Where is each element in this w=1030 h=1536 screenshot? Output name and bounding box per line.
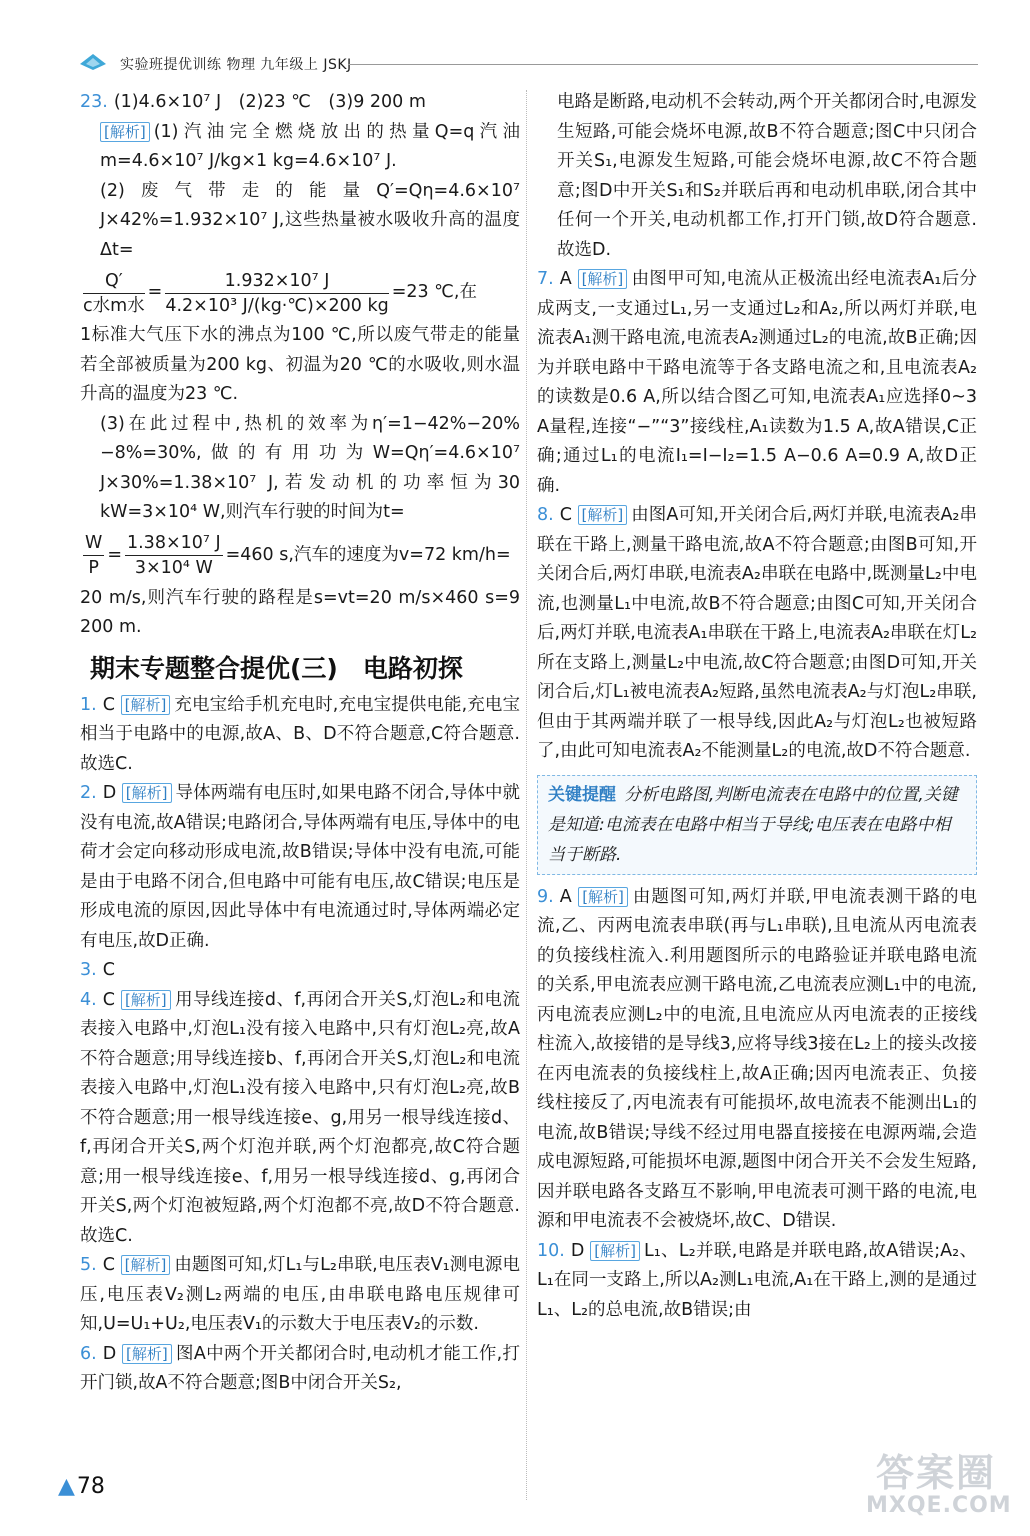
q10-text: L₁、L₂并联,电路是并联电路,故A错误;A₂、L₁在同一支路上,所以A₂测L₁电流,A₁在干路上,测的是通过L₁、L₂的总电流,故B错误;由 xyxy=(537,1240,977,1320)
q1-answer: C xyxy=(102,694,115,715)
q23-part1 xyxy=(80,118,520,177)
q23-equation-1: $\frac{Q'}{\text{c水m水}}$ = $\frac{\text{1.932×10⁷ J}}{\text{4.2×10³ J/(kg·℃)×200 kg}}$ =23 ℃,在 xyxy=(83,270,477,316)
q10-number: 10. xyxy=(537,1240,565,1261)
watermark-line1: 答案圈 xyxy=(875,1451,996,1495)
q3-answer: C xyxy=(102,960,115,980)
q5-text: 由题图可知,灯L₁与L₂串联,电压表V₁测电源电压,电压表V₂测L₂两端的电压,由串联电路电压规律可知,U=U₁+U₂,电压表V₁的示数大于电压表V₂的示数. xyxy=(80,1255,520,1334)
q1-text: 充电宝给手机充电时,充电宝提供电能,充电宝相当于电路中的电源,故A、B、D不符合题意,C符合题意.故选C. xyxy=(80,694,520,774)
fraction-q-prime xyxy=(83,269,145,318)
q9-answer: A xyxy=(559,886,572,907)
q7-number: 7. xyxy=(537,269,554,289)
q23-equation-2 xyxy=(80,528,520,584)
fraction-denominator: c水m水 xyxy=(83,295,145,316)
fraction-w-over-p xyxy=(83,531,104,580)
watermark xyxy=(866,1451,1012,1518)
page-header xyxy=(78,46,978,78)
q10-analysis-tag: [解析] xyxy=(590,1241,640,1261)
watermark-line2: MXQE.COM xyxy=(866,1493,1012,1518)
q4-number: 4. xyxy=(80,989,97,1010)
fraction-denominator: 4.2×10³ J/(kg·℃)×200 kg xyxy=(165,295,389,316)
q3-number: 3. xyxy=(80,960,97,980)
q2-number: 2. xyxy=(80,783,97,803)
q2-item xyxy=(80,779,520,956)
q23-part3-cont: 20 m/s,则汽车行驶的路程是s=vt=20 m/s×460 s=9 200 m. xyxy=(80,587,520,637)
q9-analysis-tag: [解析] xyxy=(578,887,628,907)
q6-continuation: 电路是断路,电动机不会转动,两个开关都闭合时,电源发生短路,可能会烧坏电源,故B不符合题意;图C中只闭合开关S₁,电源发生短路,可能会烧坏电源,故C不符合题意;图D中开关S₁和S₂并联后再和电动机串联,闭合其中任何一个开关,电动机都工作,打开门锁,故D符合题意.故选D. xyxy=(557,92,977,260)
q23-number: 23. xyxy=(80,92,108,112)
q9-text: 由题图可知,两灯并联,甲电流表测干路的电流,乙、丙两电流表串联(再与L₁串联),且电流从丙电流表的负接线柱流入.利用题图所示的电路验证并联电路电流的关系,甲电流表应测干路电流,乙电流表应测L₁中的电流,丙电流表应测L₂中的电流,且电流应从丙电流表的正接线柱流入,故接错的是导线3,应将导线3接在L₂上的接头改接在丙电流表的负接线柱上,故A正确;因丙电流表正、负接线柱接反了,丙电流表有可能损坏,故电流表不能测出L₁的电流,故B错误;导线不经过用电器直接接在电源两端,会造成电源短路,可能损坏电源,题图中闭合开关不会发生短路,因并联电路各支路互不影响,甲电流表可测干路的电流,电源和甲电流表不会被烧坏,故C、D错误. xyxy=(537,886,977,1231)
q9-number: 9. xyxy=(537,886,554,907)
header-rule xyxy=(348,64,978,65)
q5-item xyxy=(80,1251,520,1340)
header-logo-icon xyxy=(78,52,108,76)
q23-answer-line xyxy=(80,88,520,118)
q23-analysis-tag: [解析] xyxy=(100,122,150,142)
equals-sign: = xyxy=(107,544,122,565)
key-tip-label: 关键提醒 xyxy=(548,784,616,805)
q4-answer: C xyxy=(102,989,115,1010)
q6-number: 6. xyxy=(80,1343,97,1364)
q2-analysis-tag: [解析] xyxy=(122,783,172,803)
header-title: 实验班提优训练 物理 九年级上 JSKJ xyxy=(120,57,352,73)
page-number xyxy=(58,1474,105,1499)
q4-text: 用导线连接d、f,再闭合开关S,灯泡L₂和电流表接入电路中,灯泡L₁没有接入电路中,只有灯泡L₂亮,故A不符合题意;用导线连接b、f,再闭合开关S,灯泡L₂和电流表接入电路中,灯泡L₁没有接入电路中,只有灯泡L₂亮,故B不符合题意;用一根导线连接e、g,用另一根导线连接d、f,再闭合开关S,两个灯泡并联,两个灯泡都亮,故C符合题意;用一根导线连接e、f,用另一根导线连接d、g,再闭合开关S,两个灯泡被短路,两个灯泡都不亮,故D不符合题意.故选C. xyxy=(80,989,520,1246)
q8-answer: C xyxy=(559,505,572,525)
q5-number: 5. xyxy=(80,1255,97,1275)
q1-number: 1. xyxy=(80,694,97,715)
fraction-numerator: 1.38×10⁷ J xyxy=(125,531,223,556)
q8-number: 8. xyxy=(537,505,554,525)
q7-analysis-tag: [解析] xyxy=(578,269,628,289)
q23-part2: (2)废气带走的能量Q′=Qη=4.6×10⁷ J×42%=1.932×10⁷ J,这些热量被水吸收升高的温度Δt= xyxy=(100,180,520,260)
equation-tail: =23 ℃,在 xyxy=(391,282,477,303)
q2-answer: D xyxy=(102,783,117,803)
key-tip-box xyxy=(537,775,977,875)
q8-item xyxy=(537,501,977,767)
q9-item xyxy=(537,883,977,1237)
equation-tail: =460 s,汽车的速度为v=72 km/h= xyxy=(225,544,511,565)
q3-item xyxy=(80,956,520,986)
left-column xyxy=(80,88,520,1399)
q6-analysis-tag: [解析] xyxy=(122,1344,172,1364)
q4-item xyxy=(80,986,520,1252)
q23-part2-cont: 1标准大气压下水的沸点为100 ℃,所以废气带走的能量若全部被质量为200 kg、初温为20 ℃的水吸收,则水温升高的温度为23 ℃. xyxy=(80,325,520,404)
fraction-temperature xyxy=(165,269,388,318)
q8-text: 由图A可知,开关闭合后,两灯并联,电流表A₂串联在干路上,测量干路电流,故A不符合题意;由图B可知,开关闭合后,两灯串联,电流表A₂串联在电路中,既测量L₂中电流,也测量L₁中电流,故B不符合题意;由图C可知,开关闭合后,两灯并联,电流表A₁串联在干路上,电流表A₂串联在灯L₂所在支路上,测量L₂中电流,故C符合题意;由图D可知,开关闭合后,灯L₁被电流表A₂短路,虽然电流表A₂与灯泡L₂串联,但由于其两端并联了一根导线,因此A₂与灯泡L₂也被短路了,由此可知电流表A₂不能测量L₂的电流,故D不符合题意. xyxy=(537,505,977,761)
q6-text: 图A中两个开关都闭合时,电动机才能工作,打开门锁,故A不符合题意;图B中闭合开关S₂, xyxy=(80,1343,520,1393)
fraction-denominator: 3×10⁴ W xyxy=(134,558,213,578)
column-separator xyxy=(526,90,527,1500)
section-title: 期末专题整合提优(三) 电路初探 xyxy=(90,653,463,683)
q23-part3: (3)在此过程中,热机的效率为η′=1−42%−20%−8%=30%,做的有用功为W=Qη′=4.6×10⁷ J×30%=1.38×10⁷ J,若发动机的功率恒为30 kW=3×10⁴ W,则汽车行驶的时间为t= xyxy=(100,413,520,522)
right-column xyxy=(537,88,977,1325)
fraction-numerator: Q′ xyxy=(83,269,145,294)
fraction-denominator: P xyxy=(88,558,99,578)
q8-analysis-tag: [解析] xyxy=(578,505,628,525)
fraction-numerator: 1.932×10⁷ J xyxy=(165,269,388,294)
q7-text: 由图甲可知,电流从正极流出经电流表A₁后分成两支,一支通过L₁,另一支通过L₂和A₂,所以两灯并联,电流表A₁测干路电流,电流表A₂测通过L₂的电流,故B正确;因为并联电路中干路电流等于各支路电流之和,且电流表A₂的读数是0.6 A,所以结合图乙可知,电流表A₁应选择0~3 A量程,连接“−”“3”接线柱,A₁读数为1.5 A,故A错误,C正确;通过L₁的电流I₁=I−I₂=1.5 A−0.6 A=0.9 A,故D正确. xyxy=(537,269,977,496)
q10-answer: D xyxy=(570,1240,585,1261)
q2-text: 导体两端有电压时,如果电路不闭合,导体中就没有电流,故A错误;电路闭合,导体两端有电压,导体中的电荷才会定向移动形成电流,故B错误;导体中没有电流,可能是由于电路不闭合,但电路中可能有电压,故C错误;电压是形成电流的原因,因此导体中有电流通过时,导体两端必定有电压,故D正确. xyxy=(80,783,520,951)
key-tip-text: 分析电路图,判断电流表在电路中的位置,关键是知道:电流表在电路中相当于导线;电压表在电路中相当于断路. xyxy=(548,784,958,865)
q4-analysis-tag: [解析] xyxy=(121,990,171,1010)
q7-item xyxy=(537,265,977,501)
fraction-time xyxy=(125,531,223,580)
page-number-text: 78 xyxy=(76,1474,105,1499)
q1-analysis-tag: [解析] xyxy=(121,695,171,715)
q5-analysis-tag: [解析] xyxy=(121,1255,171,1275)
q10-item xyxy=(537,1237,977,1326)
q6-item xyxy=(80,1340,520,1399)
fraction-numerator: W xyxy=(83,531,104,556)
page-arrow-icon: ▲ xyxy=(58,1474,75,1499)
q23-answer: (1)4.6×10⁷ J (2)23 ℃ (3)9 200 m xyxy=(113,92,426,112)
q23-part1-text: (1)汽油完全燃烧放出的热量Q=q汽油m=4.6×10⁷ J/kg×1 kg=4.6×10⁷ J. xyxy=(100,121,520,171)
q6-answer: D xyxy=(102,1343,117,1364)
q1-item xyxy=(80,691,520,780)
q7-answer: A xyxy=(559,269,572,289)
q5-answer: C xyxy=(102,1255,115,1275)
